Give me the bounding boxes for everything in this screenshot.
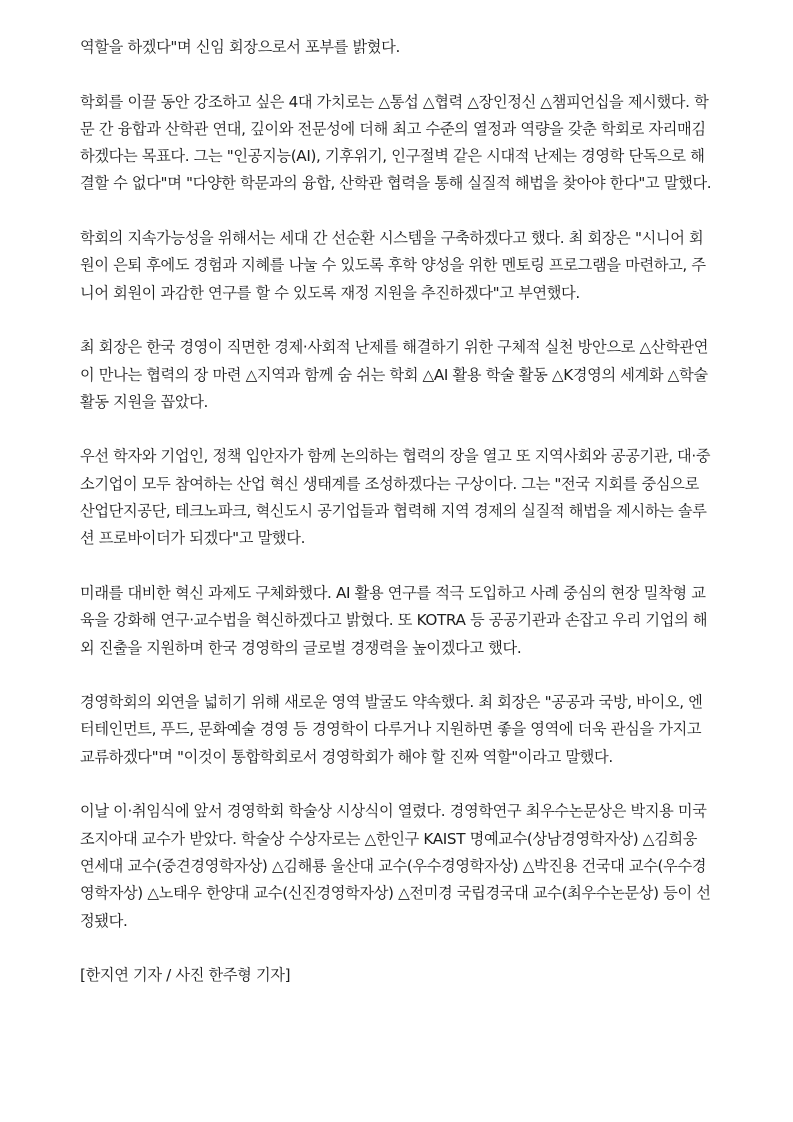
article-paragraph: 이날 이·취임식에 앞서 경영학회 학술상 시상식이 열렸다. 경영학연구 최우수논문상은 박지용 미국 조지아대 교수가 받았다. 학술상 수상자로는 △한인구 KAIST 명예교수(상남경영학자상) △김희웅 연세대 교수(중견경영학자상) △김해룡 울산대 교수(우수경영학자상) △박진용 건국대 교수(우수경영학자상) △노태우 한양대 교수(신진경영학자상) △전미경 국립경국대 교수(최우수논문상) 등이 선정됐다. <box>80 802 711 930</box>
article-paragraph: 경영학회의 외연을 넓히기 위해 새로운 영역 발굴도 약속했다. 최 회장은 "공공과 국방, 바이오, 엔터테인먼트, 푸드, 문화예술 경영 등 경영학이 다루거나 지원하면 좋을 영역에 더욱 관심을 가지고 교류하겠다"며 "이것이 통합학회로서 경영학회가 해야 할 진짜 역할"이라고 말했다. <box>80 693 703 766</box>
article-paragraph: 최 회장은 한국 경영이 직면한 경제·사회적 난제를 해결하기 위한 구체적 실천 방안으로 △산학관연이 만나는 협력의 장 마련 △지역과 함께 숨 쉬는 학회 △AI 활용 학술 활동 △K경영의 세계화 △학술 활동 지원을 꼽았다. <box>80 338 709 411</box>
article-paragraph: 학회를 이끌 동안 강조하고 싶은 4대 가치로는 △통섭 △협력 △장인정신 △챔피언십을 제시했다. 학문 간 융합과 산학관 연대, 깊이와 전문성에 더해 최고 수준의 열정과 역량을 갖춘 학회로 자리매김하겠다는 목표다. 그는 "인공지능(AI), 기후위기, 인구절벽 같은 시대적 난제는 경영학 단독으로 해결할 수 없다"며 "다양한 학문과의 융합, 산학관 협력을 통해 실질적 해법을 찾아야 한다"고 말했다. <box>80 92 712 193</box>
article-paragraph: 우선 학자와 기업인, 정책 입안자가 함께 논의하는 협력의 장을 열고 또 지역사회와 공공기관, 대·중소기업이 모두 참여하는 산업 혁신 생태계를 조성하겠다는 구상이다. 그는 "전국 지회를 중심으로 산업단지공단, 테크노파크, 혁신도시 공기업들과 협력해 지역 경제의 실질적 해법을 제시하는 솔루션 프로바이더가 되겠다"고 말했다. <box>80 447 711 548</box>
byline: [한지연 기자 / 사진 한주형 기자] <box>80 966 291 985</box>
article-paragraph: 학회의 지속가능성을 위해서는 세대 간 선순환 시스템을 구축하겠다고 했다. 최 회장은 "시니어 회원이 은퇴 후에도 경험과 지혜를 나눌 수 있도록 후학 양성을 위한 멘토링 프로그램을 마련하고, 주니어 회원이 과감한 연구를 할 수 있도록 재정 지원을 추진하겠다"고 부연했다. <box>80 229 706 302</box>
article-paragraph: 역할을 하겠다"며 신임 회장으로서 포부를 밝혔다. <box>80 38 400 56</box>
article-paragraph: 미래를 대비한 혁신 과제도 구체화했다. AI 활용 연구를 적극 도입하고 사례 중심의 현장 밀착형 교육을 강화해 연구·교수법을 혁신하겠다고 밝혔다. 또 KOTRA 등 공공기관과 손잡고 우리 기업의 해외 진출을 지원하며 한국 경영학의 글로벌 경쟁력을 높이겠다고 했다. <box>80 583 708 657</box>
article-body <box>80 34 714 1017</box>
